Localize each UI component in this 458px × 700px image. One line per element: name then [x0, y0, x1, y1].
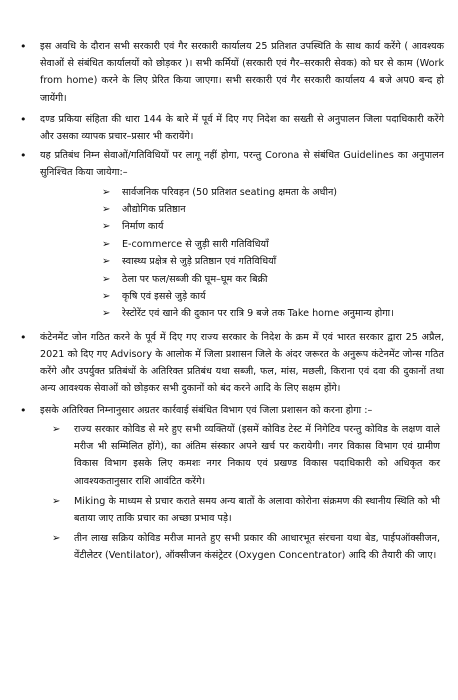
paragraph-text: दण्ड प्रकिया संहिता की धारा 144 के बारे में पूर्व में दिए गए निदेश का सख्ती से अनुपालन जिला पदाधिकारी करेंगे और उसका व्यापक प्रचार–प्रसार भी करायेंगे। [40, 113, 444, 143]
list-item: ➢ तीन लाख सक्रिय कोविड मरीज मानते हुए सभी प्रकार की आधारभूत संरचना यथा बेड, पाईपऑक्सीजन, वेंटीलेटर (Ventilator), ऑक्सीजन कंसंट्रेटर (Oxygen Concentrator) आदि की तैयारी की जाए। [14, 530, 440, 564]
arrow-bullet-icon: ➢ [102, 273, 111, 285]
arrow-bullet-icon: ➢ [102, 204, 111, 216]
bullet-icon: • [20, 403, 27, 417]
list-item: ➢ सार्वजनिक परिवहन (50 प्रतिशत seating क्षमता के अधीन) [14, 184, 444, 201]
paragraph-office-attendance [14, 38, 444, 107]
list-item: ➢ राज्य सरकार कोविड से मरे हुए सभी व्यक्तियों (इसमें कोविड टेस्ट में निगेटिव परन्तु कोविड के लक्षण वाले मरीज भी सम्मिलित होंगे), का अंतिम संस्कार अपने खर्च पर करायेगी। नगर विकास विभाग एवं ग्रामीण विकास विभाग इसके लिए कमशः नगर निकाय एवं प्रखण्ड विकास पदाधिकारी को अधिकृत कर आवश्यकतानुसार राशि आवंटित करेंगे। [14, 421, 440, 490]
paragraph-text: कंटेनमेंट जोन गठित करने के पूर्व में दिए गए राज्य सरकार के निदेश के क्रम में एवं भारत सरकार द्वारा 25 अप्रैल, 2021 को दिए गए Advisory के आलोक में जिला प्रशासन जिले के अंदर जरूरत के अनुरूप कंटेनमेंट जोन्स गठित करेंगे और उपर्युक्त प्रतिबंधों के अतिरिक्त प्रतिबंध यथा सब्जी, फल, मांस, मछली, किराना एवं दवा की दुकानों तथा अन्य आवश्यक सेवाओं को छोड़कर सभी दुकानों को बंद करने आदि के लिए सक्षम होंगे। [40, 331, 444, 395]
list-item: ➢ रेस्टोरेंट एवं खाने की दुकान पर रात्रि 9 बजे तक Take home अनुमान्य होगा। [14, 305, 444, 322]
paragraph-text: इस अवधि के दौरान सभी सरकारी एवं गैर सरकारी कार्यालय 25 प्रतिशत उपस्थिति के साथ कार्य करेंगे ( आवश्यक सेवाओं से संबंधित कार्यालयों को छोड़कर )। सभी कर्मियों (सरकारी एवं गैर–सरकारी सेवक) को घर से काम (Work from home) करने के लिए प्रेरित किया जाएगा। सभी सरकारी एवं गैर सरकारी कार्यालय 4 बजे अप0 बन्द हो जायेंगी। [40, 41, 444, 104]
arrow-bullet-icon: ➢ [102, 291, 111, 303]
list-item: ➢ ठेला पर फल/सब्जी की घूम–घूम कर बिक्री [14, 271, 444, 288]
arrow-bullet-icon: ➢ [102, 186, 111, 198]
list-item: ➢ E-commerce से जुड़ी सारी गतिविधियाँ [14, 236, 444, 253]
list-item: ➢ औद्योगिक प्रतिष्ठान [14, 201, 444, 218]
paragraph-further-action [14, 402, 444, 419]
arrow-bullet-icon: ➢ [102, 256, 111, 268]
list-item: ➢ निर्माण कार्य [14, 218, 444, 235]
arrow-bullet-icon: ➢ [102, 221, 111, 233]
paragraph-exemptions [14, 147, 444, 181]
paragraph-containment-zone [14, 329, 444, 398]
arrow-bullet-icon: ➢ [52, 533, 61, 545]
arrow-bullet-icon: ➢ [102, 308, 111, 320]
bullet-icon: • [20, 330, 27, 344]
arrow-bullet-icon: ➢ [52, 423, 61, 435]
bullet-icon: • [20, 112, 27, 126]
list-item: ➢ Miking के माध्यम से प्रचार कराते समय अन्य बातों के अलावा कोरोना संक्रमण की स्थानीय स्थिति को भी बताया जाए ताकि प्रचार का अच्छा प्रभाव पड़े। [14, 493, 440, 527]
arrow-bullet-icon: ➢ [52, 495, 61, 507]
paragraph-section-144 [14, 111, 444, 145]
further-actions-list [14, 421, 444, 565]
list-item: ➢ कृषि एवं इससे जुड़े कार्य [14, 288, 444, 305]
paragraph-text: यह प्रतिबंध निम्न सेवाओं/गतिविधियों पर लागू नहीं होगा, परन्तु Corona से संबंधित Guidelines का अनुपालन सुनिश्चित किया जायेगा:– [40, 150, 444, 179]
arrow-bullet-icon: ➢ [102, 238, 111, 250]
exempt-services-list [14, 184, 444, 323]
bullet-icon: • [20, 149, 27, 163]
list-item: ➢ स्वास्थ्य प्रक्षेत्र से जुड़े प्रतिष्ठान एवं गतिविधियाँ [14, 253, 444, 270]
paragraph-text: इसके अतिरिक्त निम्नानुसार अग्रतर कार्रवाई संबंधित विभाग एवं जिला प्रशासन को करना होगा :– [40, 404, 373, 416]
bullet-icon: • [20, 40, 27, 53]
